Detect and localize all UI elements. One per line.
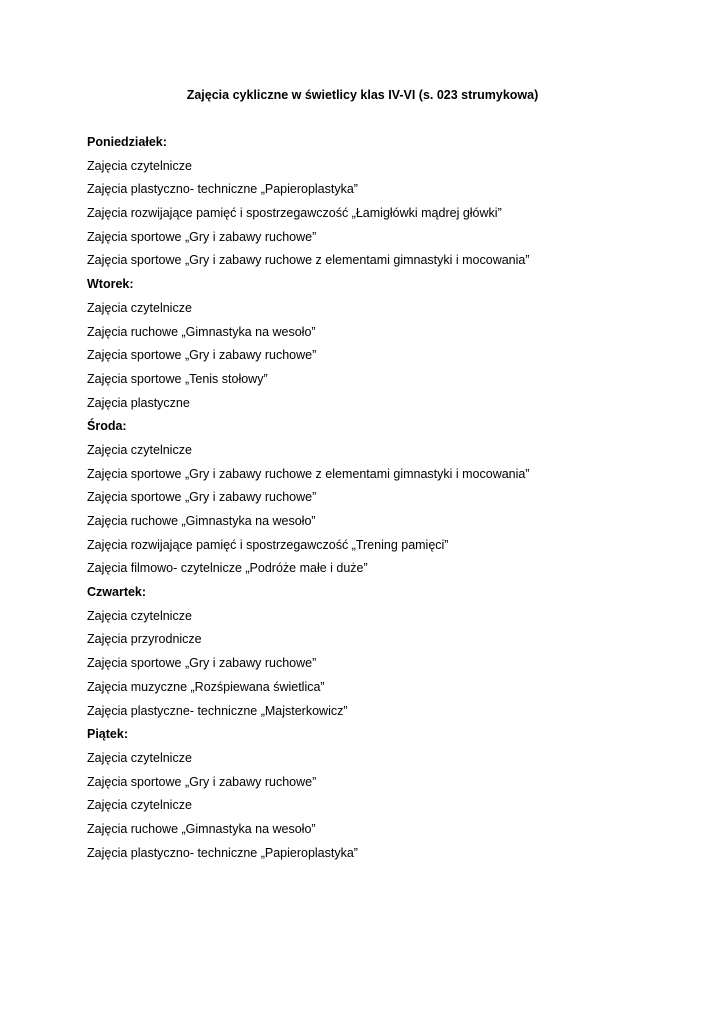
- activity-item: Zajęcia sportowe „Gry i zabawy ruchowe”: [87, 774, 317, 789]
- activity-item: Zajęcia czytelnicze: [87, 300, 192, 315]
- activity-item: Zajęcia czytelnicze: [87, 798, 192, 813]
- activity-item: Zajęcia plastyczne- techniczne „Majsterkowicz”: [87, 703, 348, 718]
- day-monday: [87, 133, 687, 275]
- activity-item: Zajęcia czytelnicze: [87, 158, 192, 173]
- activity-item: Zajęcia rozwijające pamięć i spostrzegawczość „Łamigłówki mądrej główki”: [87, 206, 502, 221]
- document-title: Zajęcia cykliczne w świetlicy klas IV-VI (s. 023 strumykowa): [186, 88, 539, 102]
- activity-item: Zajęcia sportowe „Gry i zabawy ruchowe”: [87, 490, 317, 505]
- day-friday: [87, 725, 687, 867]
- day-heading: Środa:: [87, 419, 127, 434]
- activity-item: Zajęcia plastyczno- techniczne „Papieroplastyka”: [87, 182, 358, 197]
- day-heading: Piątek:: [87, 727, 128, 742]
- activity-item: Zajęcia sportowe „Gry i zabawy ruchowe”: [87, 348, 317, 363]
- day-heading: Poniedziałek:: [87, 135, 167, 149]
- day-heading: Wtorek:: [87, 277, 134, 292]
- activity-item: Zajęcia czytelnicze: [87, 750, 192, 765]
- activity-item: Zajęcia sportowe „Gry i zabawy ruchowe”: [87, 229, 317, 244]
- activity-item: Zajęcia czytelnicze: [87, 608, 192, 623]
- activity-item: Zajęcia rozwijające pamięć i spostrzegawczość „Trening pamięci”: [87, 537, 449, 552]
- activity-item: Zajęcia sportowe „Gry i zabawy ruchowe”: [87, 656, 317, 671]
- activity-item: Zajęcia przyrodnicze: [87, 632, 202, 647]
- activity-item: Zajęcia ruchowe „Gimnastyka na wesoło”: [87, 821, 316, 836]
- activity-item: Zajęcia ruchowe „Gimnastyka na wesoło”: [87, 514, 316, 528]
- schedule: [87, 133, 687, 867]
- day-wednesday: [87, 417, 687, 583]
- activity-item: Zajęcia plastyczno- techniczne „Papieroplastyka”: [87, 845, 358, 860]
- activity-item: Zajęcia sportowe „Gry i zabawy ruchowe z elementami gimnastyki i mocowania”: [87, 466, 530, 481]
- activity-item: Zajęcia ruchowe „Gimnastyka na wesoło”: [87, 324, 316, 339]
- activity-item: Zajęcia czytelnicze: [87, 442, 192, 457]
- activity-item: Zajęcia plastyczne: [87, 395, 190, 410]
- day-thursday: [87, 583, 687, 725]
- activity-item: Zajęcia sportowe „Gry i zabawy ruchowe z elementami gimnastyki i mocowania”: [87, 253, 530, 268]
- day-heading: Czwartek:: [87, 585, 147, 600]
- activity-item: Zajęcia sportowe „Tenis stołowy”: [87, 371, 268, 386]
- day-tuesday: [87, 275, 687, 417]
- activity-item: Zajęcia filmowo- czytelnicze „Podróże małe i duże”: [87, 561, 368, 576]
- activity-item: Zajęcia muzyczne „Rozśpiewana świetlica”: [87, 679, 325, 694]
